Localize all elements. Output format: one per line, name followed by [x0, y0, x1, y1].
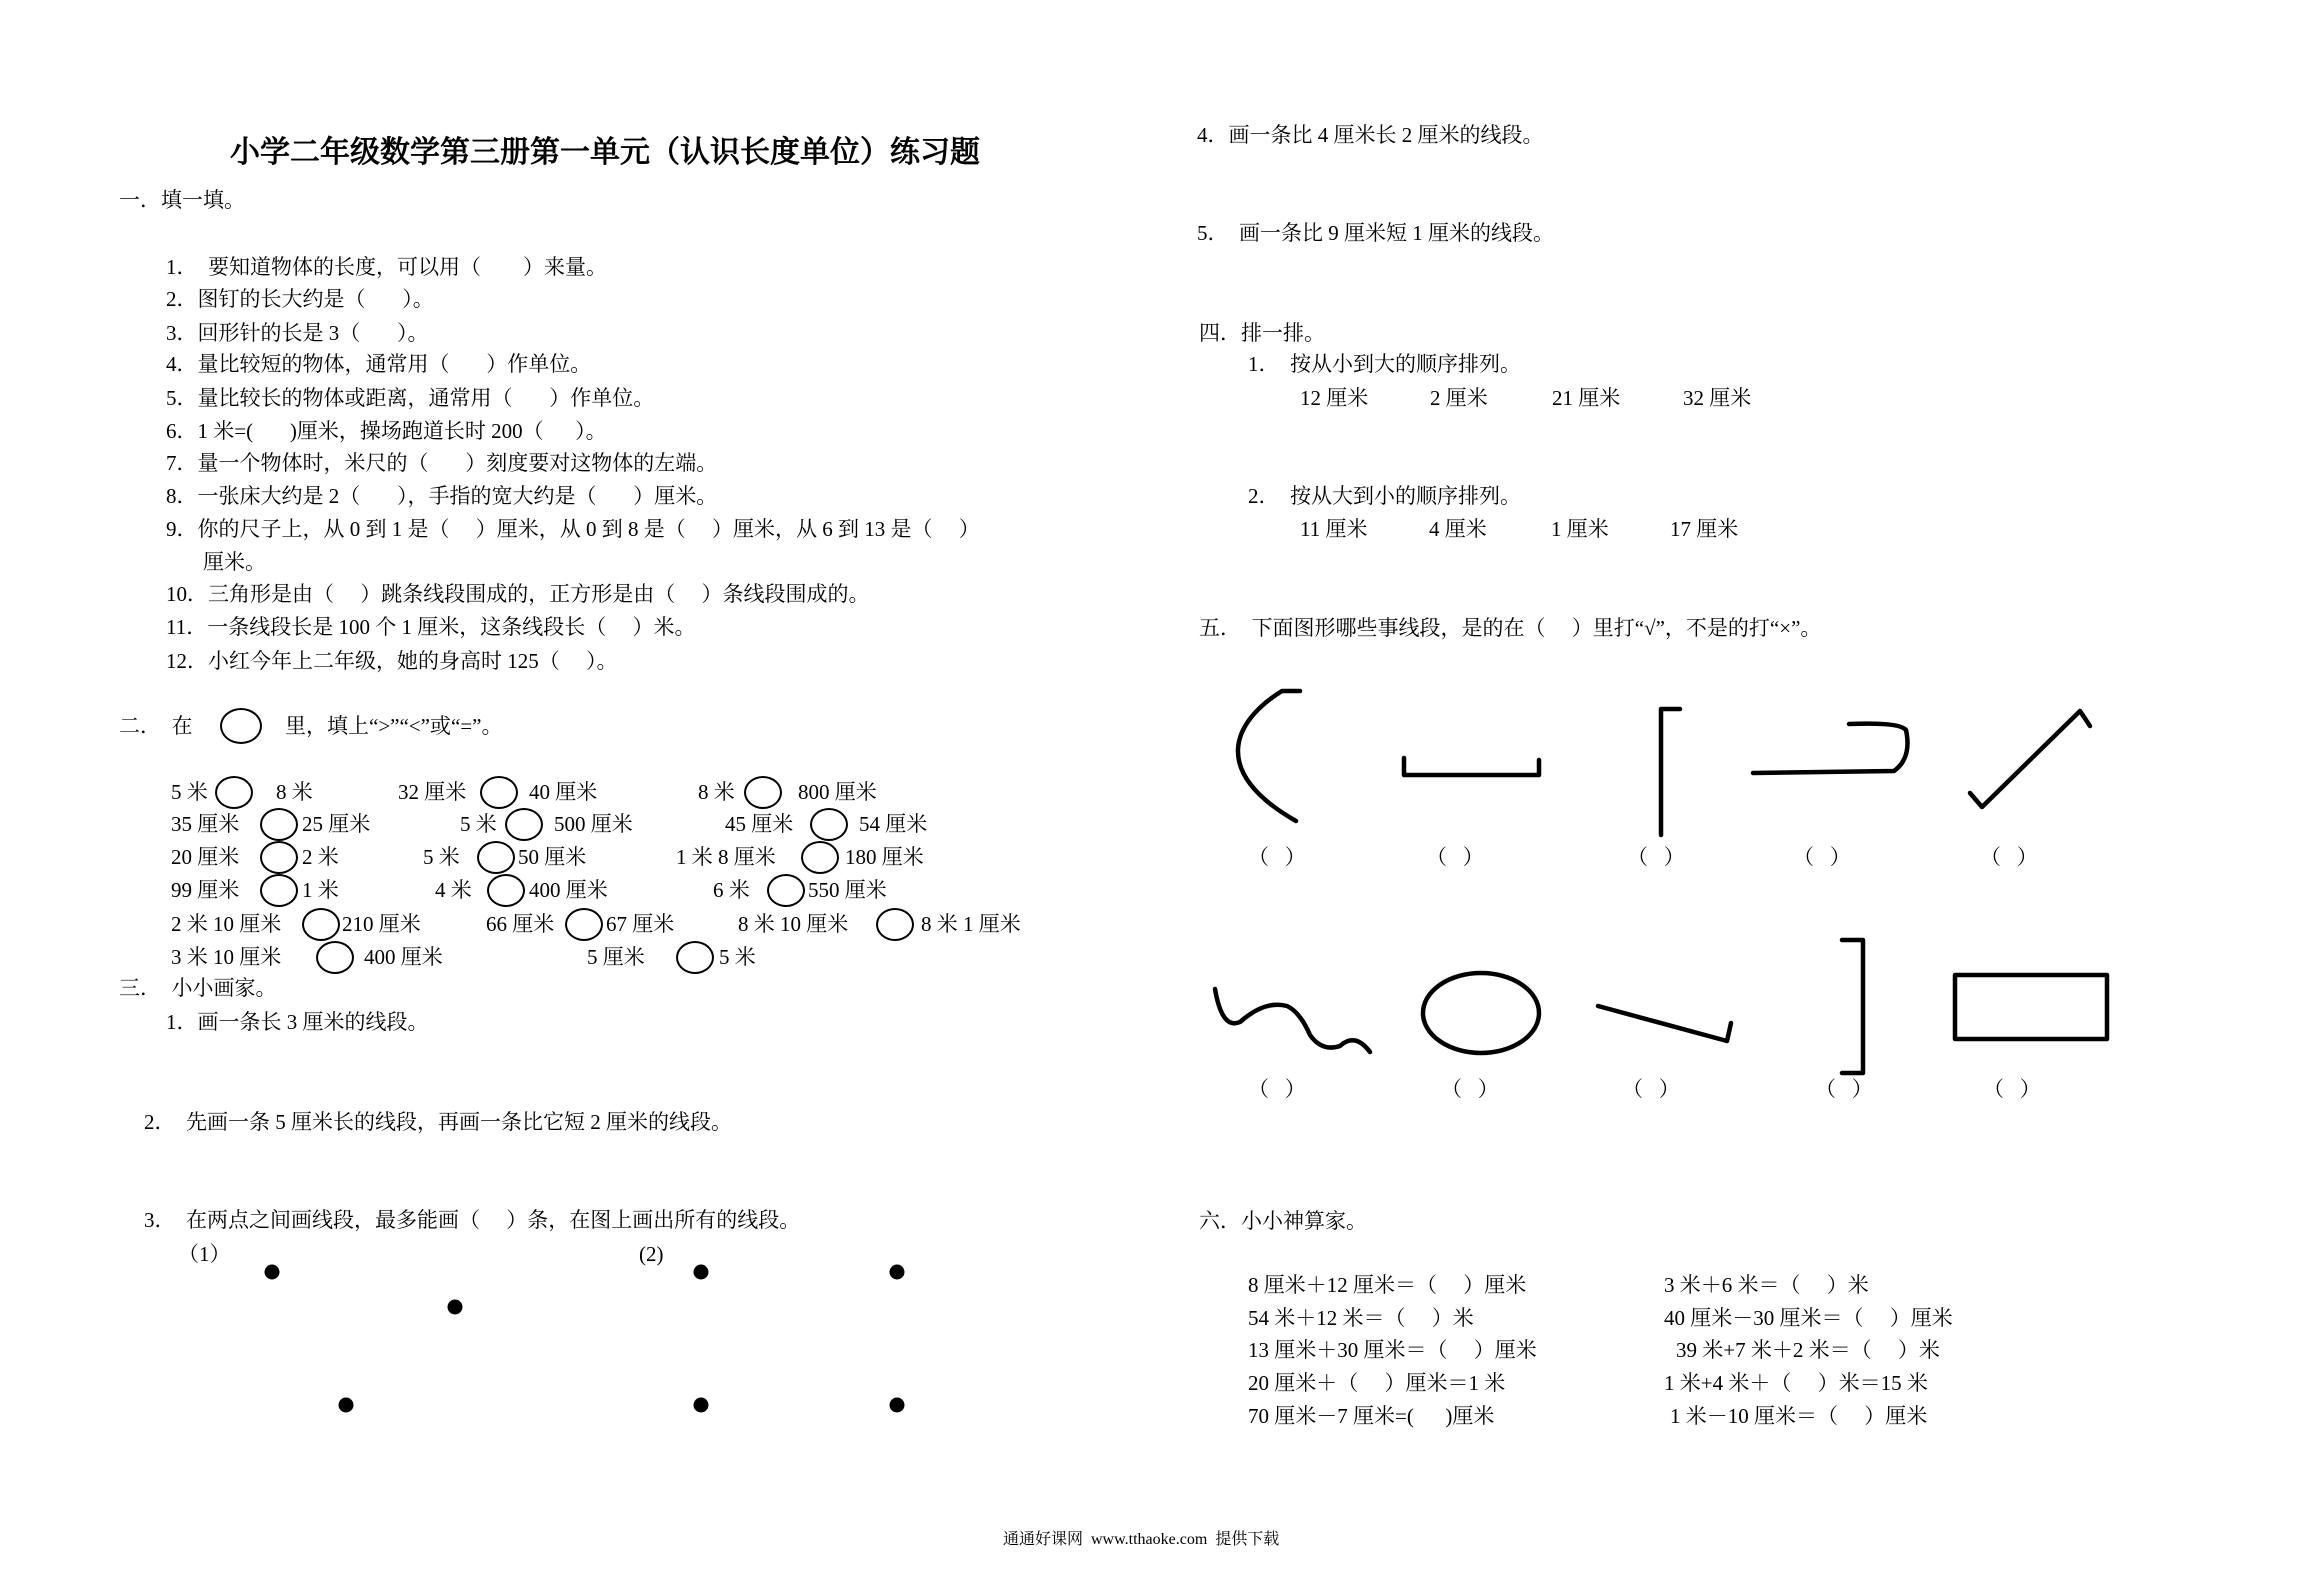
question-item: 1． 要知道物体的长度，可以用（ ）来量。 [166, 255, 607, 279]
figure-label: （1） [178, 1242, 231, 1266]
answer-blank: （ ） [1441, 1077, 1499, 1101]
compare-left: 8 米 10 厘米 [738, 912, 849, 936]
answer-blank: （ ） [1248, 1077, 1306, 1101]
section-heading: 四．排一排。 [1199, 321, 1325, 345]
compare-left: 32 厘米 [398, 780, 467, 804]
question-item: 5． 画一条比 9 厘米短 1 厘米的线段。 [1197, 221, 1554, 245]
order-value: 11 厘米 [1300, 517, 1368, 541]
question-item: 1．画一条长 3 厘米的线段。 [166, 1010, 429, 1034]
point-dot [890, 1398, 905, 1413]
wavy-line-shape [1215, 989, 1370, 1052]
compare-left: 1 米 8 厘米 [676, 845, 776, 869]
answer-blank: （ ） [1622, 1077, 1680, 1101]
bent-line-shape [1598, 1006, 1731, 1041]
point-dot [339, 1398, 354, 1413]
compare-right: 210 厘米 [342, 912, 421, 936]
compare-right: 400 厘米 [364, 945, 443, 969]
order-value: 1 厘米 [1551, 517, 1609, 541]
calc-item: 1 米+4 米＋（ ）米＝15 米 [1664, 1371, 1928, 1395]
calc-item: 3 米＋6 米＝（ ）米 [1664, 1273, 1869, 1297]
right-bracket-shape [1842, 940, 1863, 1073]
compare-right: 2 米 [302, 845, 339, 869]
compare-right: 8 米 1 厘米 [921, 912, 1021, 936]
question-item: 1． 按从小到大的顺序排列。 [1248, 352, 1521, 376]
question-item: 6．1 米=( )厘米，操场跑道长时 200（ ）。 [166, 419, 607, 443]
open-bracket-bottom-shape [1404, 758, 1539, 775]
compare-left: 99 厘米 [171, 878, 240, 902]
question-item: 4．量比较短的物体，通常用（ ）作单位。 [166, 352, 592, 376]
question-item: 4．画一条比 4 厘米长 2 厘米的线段。 [1197, 123, 1544, 147]
calc-item: 70 厘米－7 厘米=( )厘米 [1248, 1404, 1495, 1428]
compare-right: 54 厘米 [859, 812, 928, 836]
compare-right: 25 厘米 [302, 812, 371, 836]
compare-right: 40 厘米 [529, 780, 598, 804]
compare-left: 35 厘米 [171, 812, 240, 836]
question-item: 12．小红今年上二年级，她的身高时 125（ ）。 [166, 649, 618, 673]
question-item: 8．一张床大约是 2（ ），手指的宽大约是（ ）厘米。 [166, 484, 718, 508]
section-heading: 一．填一填。 [119, 188, 245, 212]
calc-item: 20 厘米＋（ ）厘米＝1 米 [1248, 1371, 1506, 1395]
order-value: 4 厘米 [1429, 517, 1487, 541]
compare-left: 5 厘米 [587, 945, 645, 969]
page-title: 小学二年级数学第三册第一单元（认识长度单位）练习题 [230, 136, 980, 169]
question-item: 5．量比较长的物体或距离，通常用（ ）作单位。 [166, 386, 655, 410]
compare-right: 5 米 [719, 945, 756, 969]
compare-left: 8 米 [698, 780, 735, 804]
question-item: 2．图钉的长大约是（ ）。 [166, 287, 434, 311]
compare-right: 400 厘米 [529, 878, 608, 902]
question-item: 7．量一个物体时，米尺的（ ）刻度要对这物体的左端。 [166, 451, 718, 475]
calc-item: 54 米＋12 米＝（ ）米 [1248, 1306, 1474, 1330]
point-dot [448, 1300, 463, 1315]
question-item: 9．你的尺子上，从 0 到 1 是（ ）厘米，从 0 到 8 是（ ）厘米，从 6 到 13 是（ ） [166, 517, 980, 541]
question-item: 3．回形针的长是 3（ ）。 [166, 321, 429, 345]
question-item: 10．三角形是由（ ）跳条线段围成的，正方形是由（ ）条线段围成的。 [166, 582, 870, 606]
compare-right: 550 厘米 [808, 878, 887, 902]
compare-right: 800 厘米 [798, 780, 877, 804]
compare-right: 67 厘米 [606, 912, 675, 936]
question-item-continuation: 厘米。 [203, 550, 266, 574]
point-dot [694, 1398, 709, 1413]
section-heading: 五． 下面图形哪些事线段，是的在（ ）里打“√”，不是的打“×”。 [1199, 616, 1822, 640]
check-line-shape [1970, 711, 2090, 807]
answer-blank: （ ） [1815, 1077, 1873, 1101]
calc-item: 40 厘米－30 厘米＝（ ）厘米 [1664, 1306, 1953, 1330]
answer-blank: （ ） [1248, 845, 1306, 869]
compare-left: 5 米 [460, 812, 497, 836]
rectangle-shape [1955, 975, 2107, 1039]
section-heading-rest: 里，填上“>”“<”或“=”。 [285, 714, 503, 738]
compare-left: 66 厘米 [486, 912, 555, 936]
compare-left: 20 厘米 [171, 845, 240, 869]
compare-left: 45 厘米 [725, 812, 794, 836]
compare-left: 2 米 10 厘米 [171, 912, 282, 936]
point-dot [694, 1265, 709, 1280]
compare-left: 5 米 [423, 845, 460, 869]
section-heading: 二． 在 [119, 714, 193, 738]
page-footer: 通通好课网 www.tthaoke.com 提供下载 [1003, 1531, 1280, 1548]
order-value: 21 厘米 [1552, 386, 1621, 410]
question-item: 2． 按从大到小的顺序排列。 [1248, 484, 1521, 508]
compare-right: 1 米 [302, 878, 339, 902]
calc-item: 1 米－10 厘米＝（ ）厘米 [1670, 1404, 1928, 1428]
calc-item: 39 米+7 米＋2 米＝（ ）米 [1676, 1338, 1940, 1362]
compare-right: 50 厘米 [518, 845, 587, 869]
order-value: 12 厘米 [1300, 386, 1369, 410]
order-value: 2 厘米 [1430, 386, 1488, 410]
question-item: 11．一条线段长是 100 个 1 厘米，这条线段长（ ）米。 [166, 615, 696, 639]
answer-blank: （ ） [1980, 845, 2038, 869]
order-value: 32 厘米 [1683, 386, 1752, 410]
hooked-line-shape [1753, 724, 1908, 773]
calc-item: 8 厘米＋12 厘米＝（ ）厘米 [1248, 1273, 1527, 1297]
ellipse-shape [1423, 973, 1539, 1053]
compare-right: 8 米 [276, 780, 313, 804]
compare-left: 6 米 [713, 878, 750, 902]
point-dot [890, 1265, 905, 1280]
left-bracket-shape [1661, 709, 1680, 835]
figure-label: (2) [639, 1242, 664, 1266]
section-heading: 三． 小小画家。 [119, 976, 277, 1000]
compare-right: 500 厘米 [554, 812, 633, 836]
compare-left: 5 米 [171, 780, 208, 804]
answer-blank: （ ） [1627, 845, 1685, 869]
section-heading: 六．小小神算家。 [1199, 1209, 1367, 1233]
calc-item: 13 厘米＋30 厘米＝（ ）厘米 [1248, 1338, 1537, 1362]
point-dot [265, 1265, 280, 1280]
compare-right: 180 厘米 [845, 845, 924, 869]
question-item: 2． 先画一条 5 厘米长的线段，再画一条比它短 2 厘米的线段。 [144, 1110, 732, 1134]
answer-blank: （ ） [1983, 1077, 2041, 1101]
question-item: 3． 在两点之间画线段，最多能画（ ）条，在图上画出所有的线段。 [144, 1208, 801, 1232]
order-value: 17 厘米 [1670, 517, 1739, 541]
compare-left: 4 米 [435, 878, 472, 902]
shape-figures [1215, 691, 2107, 1073]
answer-blank: （ ） [1793, 845, 1851, 869]
curved-line-shape [1238, 691, 1300, 821]
answer-blank: （ ） [1426, 845, 1484, 869]
point-figures [265, 1265, 905, 1413]
compare-left: 3 米 10 厘米 [171, 945, 282, 969]
